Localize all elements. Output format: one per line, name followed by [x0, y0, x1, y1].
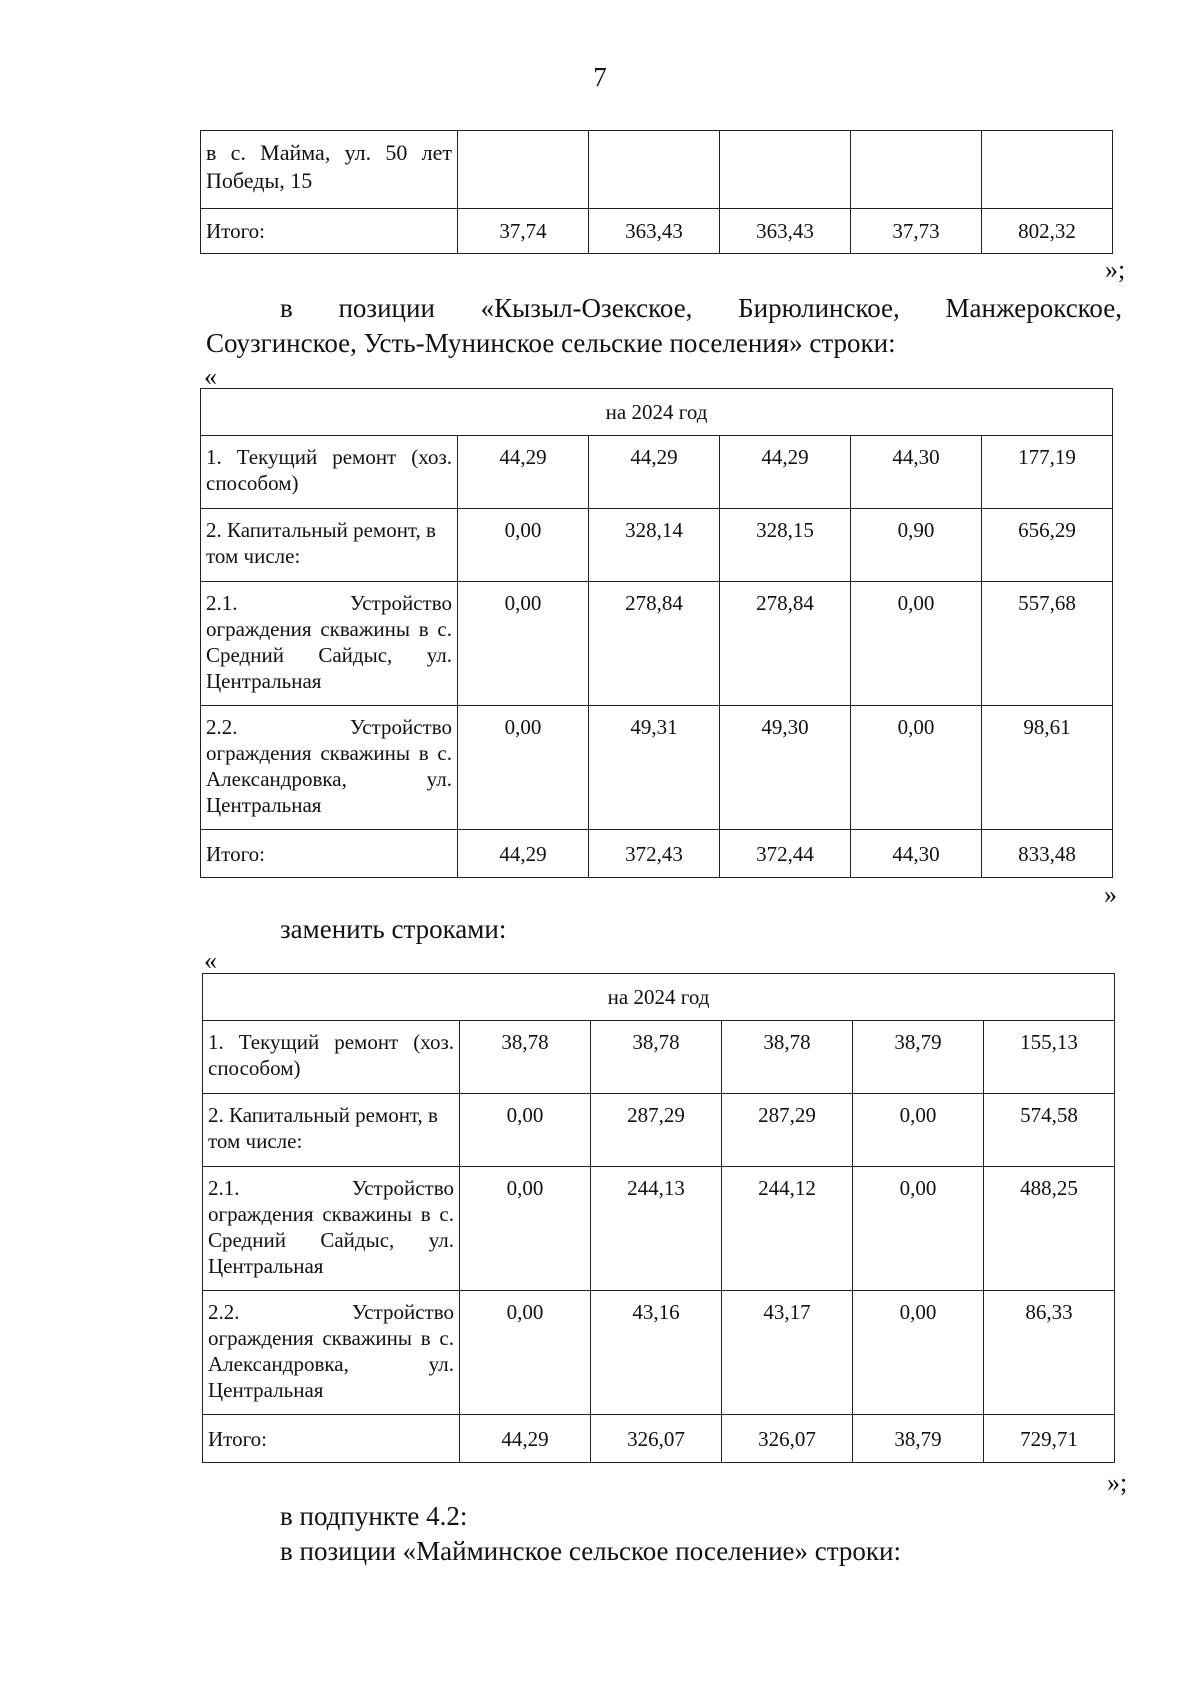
value-cell: 326,07 — [722, 1415, 853, 1463]
value-cell: 0,00 — [458, 509, 589, 582]
value-cell: 833,48 — [982, 830, 1113, 878]
value-cell — [589, 131, 720, 209]
table-row — [203, 1167, 1115, 1291]
opening-quote: « — [204, 946, 217, 975]
value-cell: 37,74 — [458, 209, 589, 254]
value-cell: 44,30 — [851, 830, 982, 878]
row-label: 2. Капитальный ремонт, в том числе: — [201, 509, 458, 582]
value-cell: 43,16 — [591, 1291, 722, 1415]
value-cell: 0,90 — [851, 509, 982, 582]
value-cell: 49,31 — [589, 706, 720, 830]
value-cell: 0,00 — [458, 582, 589, 706]
value-cell: 0,00 — [851, 582, 982, 706]
value-cell: 44,29 — [458, 830, 589, 878]
paragraph-line: Соузгинское, Усть-Мунинское сельские поселения» строки: — [206, 328, 896, 358]
value-cell: 0,00 — [853, 1094, 984, 1167]
value-cell: 86,33 — [984, 1291, 1115, 1415]
table-row — [203, 1021, 1115, 1094]
row-label: 1. Текущий ремонт (хоз. способом) — [201, 436, 458, 509]
value-cell: 44,29 — [460, 1415, 591, 1463]
value-cell: 328,14 — [589, 509, 720, 582]
opening-quote: « — [204, 362, 217, 391]
value-cell: 557,68 — [982, 582, 1113, 706]
table-row-total — [203, 1415, 1115, 1463]
table-header: на 2024 год — [201, 389, 1113, 436]
value-cell: 729,71 — [984, 1415, 1115, 1463]
value-cell: 372,44 — [720, 830, 851, 878]
paragraph-line: в подпункте 4.2: — [280, 1501, 468, 1531]
value-cell: 98,61 — [982, 706, 1113, 830]
value-cell — [851, 131, 982, 209]
value-cell: 363,43 — [589, 209, 720, 254]
table-row — [203, 1094, 1115, 1167]
value-cell: 0,00 — [460, 1094, 591, 1167]
table-row-total — [201, 830, 1113, 878]
replacement-rows-table — [202, 973, 1115, 1463]
value-cell: 244,12 — [722, 1167, 853, 1291]
table-row — [201, 509, 1113, 582]
table-row — [201, 436, 1113, 509]
value-cell: 44,29 — [458, 436, 589, 509]
value-cell: 44,29 — [720, 436, 851, 509]
value-cell: 0,00 — [853, 1167, 984, 1291]
value-cell: 287,29 — [722, 1094, 853, 1167]
table-header-row — [203, 974, 1115, 1021]
value-cell — [720, 131, 851, 209]
value-cell: 0,00 — [851, 706, 982, 830]
value-cell: 488,25 — [984, 1167, 1115, 1291]
table-row — [201, 706, 1113, 830]
table-row — [201, 582, 1113, 706]
value-cell — [982, 131, 1113, 209]
table-header-row — [201, 389, 1113, 436]
value-cell: 372,43 — [589, 830, 720, 878]
row-label: 2.1. Устройство ограждения скважины в с. Средний Сайдыс, ул. Центральная — [201, 582, 458, 706]
paragraph-line: в позиции «Кызыл-Озекское, Бирюлинское, Манжерокское, — [280, 293, 1122, 323]
row-label: 2.2. Устройство ограждения скважины в с. Александровка, ул. Центральная — [203, 1291, 460, 1415]
page-number: 7 — [593, 62, 607, 92]
row-label: 2.1. Устройство ограждения скважины в с. Средний Сайдыс, ул. Центральная — [203, 1167, 460, 1291]
value-cell: 38,78 — [722, 1021, 853, 1094]
value-cell: 0,00 — [460, 1167, 591, 1291]
value-cell: 38,78 — [591, 1021, 722, 1094]
value-cell: 278,84 — [720, 582, 851, 706]
row-label: Итого: — [203, 1415, 460, 1463]
table-header: на 2024 год — [203, 974, 1115, 1021]
table-row — [201, 131, 1113, 209]
value-cell: 155,13 — [984, 1021, 1115, 1094]
value-cell: 44,29 — [589, 436, 720, 509]
value-cell: 244,13 — [591, 1167, 722, 1291]
value-cell: 278,84 — [589, 582, 720, 706]
row-label: 2.2. Устройство ограждения скважины в с. Александровка, ул. Центральная — [201, 706, 458, 830]
closing-quote: » — [1104, 880, 1117, 909]
value-cell: 37,73 — [851, 209, 982, 254]
value-cell: 43,17 — [722, 1291, 853, 1415]
value-cell: 0,00 — [458, 706, 589, 830]
value-cell: 326,07 — [591, 1415, 722, 1463]
row-label: 2. Капитальный ремонт, в том числе: — [203, 1094, 460, 1167]
paragraph-line: в позиции «Майминское сельское поселение» строки: — [280, 1536, 901, 1566]
value-cell: 44,30 — [851, 436, 982, 509]
value-cell: 38,79 — [853, 1021, 984, 1094]
value-cell: 38,79 — [853, 1415, 984, 1463]
value-cell: 177,19 — [982, 436, 1113, 509]
value-cell: 38,78 — [460, 1021, 591, 1094]
continuation-table — [200, 130, 1113, 254]
value-cell: 49,30 — [720, 706, 851, 830]
value-cell: 574,58 — [984, 1094, 1115, 1167]
original-rows-table — [200, 388, 1113, 878]
table-row-total — [201, 209, 1113, 254]
value-cell: 656,29 — [982, 509, 1113, 582]
row-label: 1. Текущий ремонт (хоз. способом) — [203, 1021, 460, 1094]
closing-quote: »; — [1105, 255, 1126, 284]
value-cell: 363,43 — [720, 209, 851, 254]
table-row — [203, 1291, 1115, 1415]
row-label: Итого: — [201, 209, 458, 254]
value-cell: 0,00 — [853, 1291, 984, 1415]
closing-quote: »; — [1107, 1468, 1128, 1497]
row-label: Итого: — [201, 830, 458, 878]
value-cell: 0,00 — [460, 1291, 591, 1415]
value-cell — [458, 131, 589, 209]
row-label: в с. Майма, ул. 50 лет Победы, 15 — [201, 131, 458, 209]
value-cell: 328,15 — [720, 509, 851, 582]
value-cell: 802,32 — [982, 209, 1113, 254]
value-cell: 287,29 — [591, 1094, 722, 1167]
paragraph-line: заменить строками: — [280, 914, 507, 944]
